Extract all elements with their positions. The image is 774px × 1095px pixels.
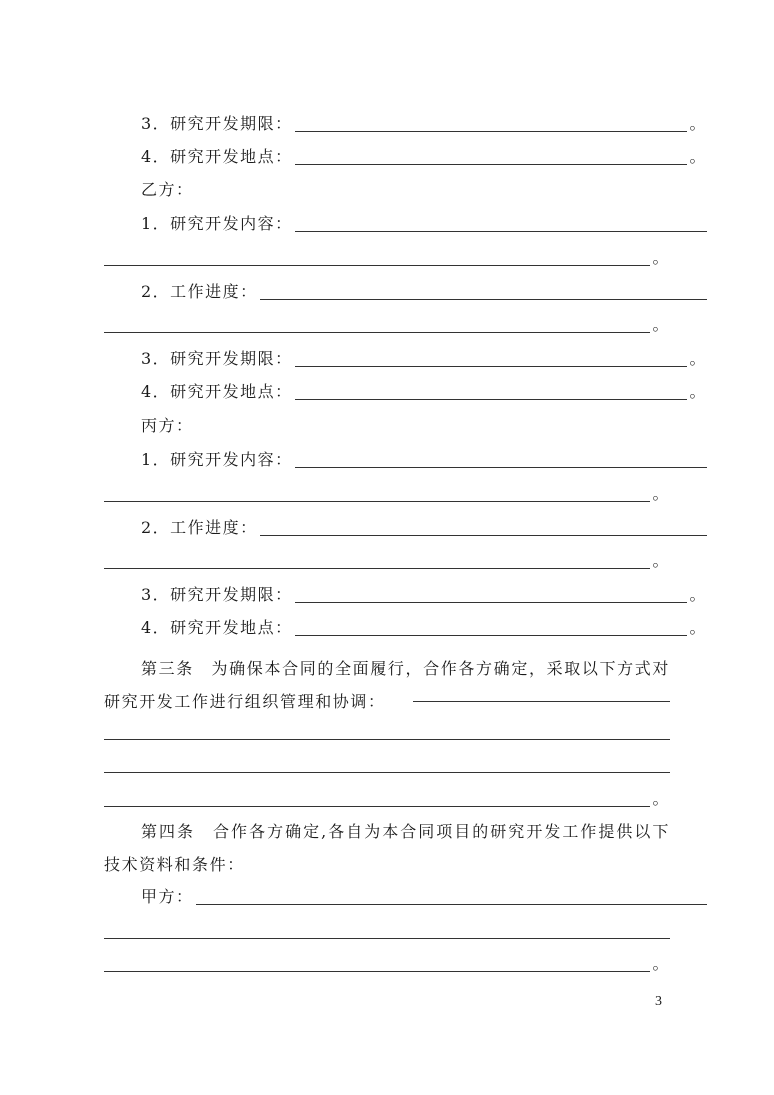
party-b-heading	[104, 176, 707, 200]
party-c-heading	[104, 412, 707, 436]
research-period-line	[104, 110, 707, 134]
blank-underline	[295, 163, 688, 165]
blank-underline	[295, 466, 707, 468]
work-progress-line	[104, 278, 707, 302]
period-mark: 。	[689, 618, 707, 637]
blank-underline	[295, 230, 707, 232]
blank-underline	[295, 365, 688, 367]
period-mark: 。	[689, 114, 707, 133]
blank-underline	[295, 601, 688, 603]
continuation-line	[104, 718, 670, 742]
work-progress-label: 2．工作进度：	[141, 518, 258, 537]
continuation-line	[104, 917, 670, 941]
research-location-line	[104, 378, 707, 402]
research-content-line	[104, 210, 707, 234]
research-location-label: 4．研究开发地点：	[141, 618, 293, 637]
continuation-line	[104, 480, 670, 504]
period-mark: 。	[652, 484, 670, 503]
page-number: 3	[655, 994, 662, 1009]
blank-underline	[104, 937, 670, 939]
research-location-label: 4．研究开发地点：	[141, 147, 293, 166]
research-content-label: 1．研究开发内容：	[141, 214, 293, 233]
research-period-line	[104, 581, 707, 605]
blank-underline	[104, 500, 650, 502]
research-location-label: 4．研究开发地点：	[141, 382, 293, 401]
work-progress-line	[104, 514, 707, 538]
blank-underline	[295, 634, 688, 636]
research-period-label: 3．研究开发期限：	[141, 349, 293, 368]
continuation-line	[104, 311, 670, 335]
blank-underline	[104, 567, 650, 569]
blank-underline	[104, 970, 650, 972]
article-3-text: 第三条 为确保本合同的全面履行，合作各方确定，采取以下方式对研究开发工作进行组织管理和协调：	[104, 659, 670, 711]
research-content-line	[104, 446, 707, 470]
period-mark: 。	[689, 349, 707, 368]
party-a-label: 甲方：	[141, 887, 194, 906]
blank-underline	[104, 264, 650, 266]
party-a-line	[104, 883, 707, 907]
period-mark: 。	[689, 147, 707, 166]
party-c-label: 丙方：	[141, 416, 194, 435]
period-mark: 。	[652, 315, 670, 334]
article-4-text: 第四条 合作各方确定,各自为本合同项目的研究开发工作提供以下技术资料和条件：	[104, 822, 670, 874]
blank-underline	[295, 398, 688, 400]
research-location-line	[104, 143, 707, 167]
period-mark: 。	[689, 382, 707, 401]
continuation-line	[104, 950, 670, 974]
continuation-line	[104, 547, 670, 571]
period-mark: 。	[689, 585, 707, 604]
blank-underline	[104, 331, 650, 333]
research-period-line	[104, 345, 707, 369]
continuation-line	[104, 785, 670, 809]
blank-underline	[295, 130, 688, 132]
continuation-line	[104, 751, 670, 775]
period-mark: 。	[652, 248, 670, 267]
blank-underline	[104, 771, 670, 773]
blank-underline	[413, 700, 670, 702]
continuation-line	[104, 244, 670, 268]
research-period-label: 3．研究开发期限：	[141, 585, 293, 604]
work-progress-label: 2．工作进度：	[141, 282, 258, 301]
period-mark: 。	[652, 551, 670, 570]
blank-underline	[104, 738, 670, 740]
blank-underline	[196, 903, 707, 905]
party-b-label: 乙方：	[141, 180, 194, 199]
blank-underline	[104, 805, 650, 807]
period-mark: 。	[652, 954, 670, 973]
research-location-line	[104, 614, 707, 638]
research-period-label: 3．研究开发期限：	[141, 114, 293, 133]
research-content-label: 1．研究开发内容：	[141, 450, 293, 469]
blank-underline	[260, 534, 707, 536]
period-mark: 。	[652, 789, 670, 808]
blank-underline	[260, 298, 707, 300]
